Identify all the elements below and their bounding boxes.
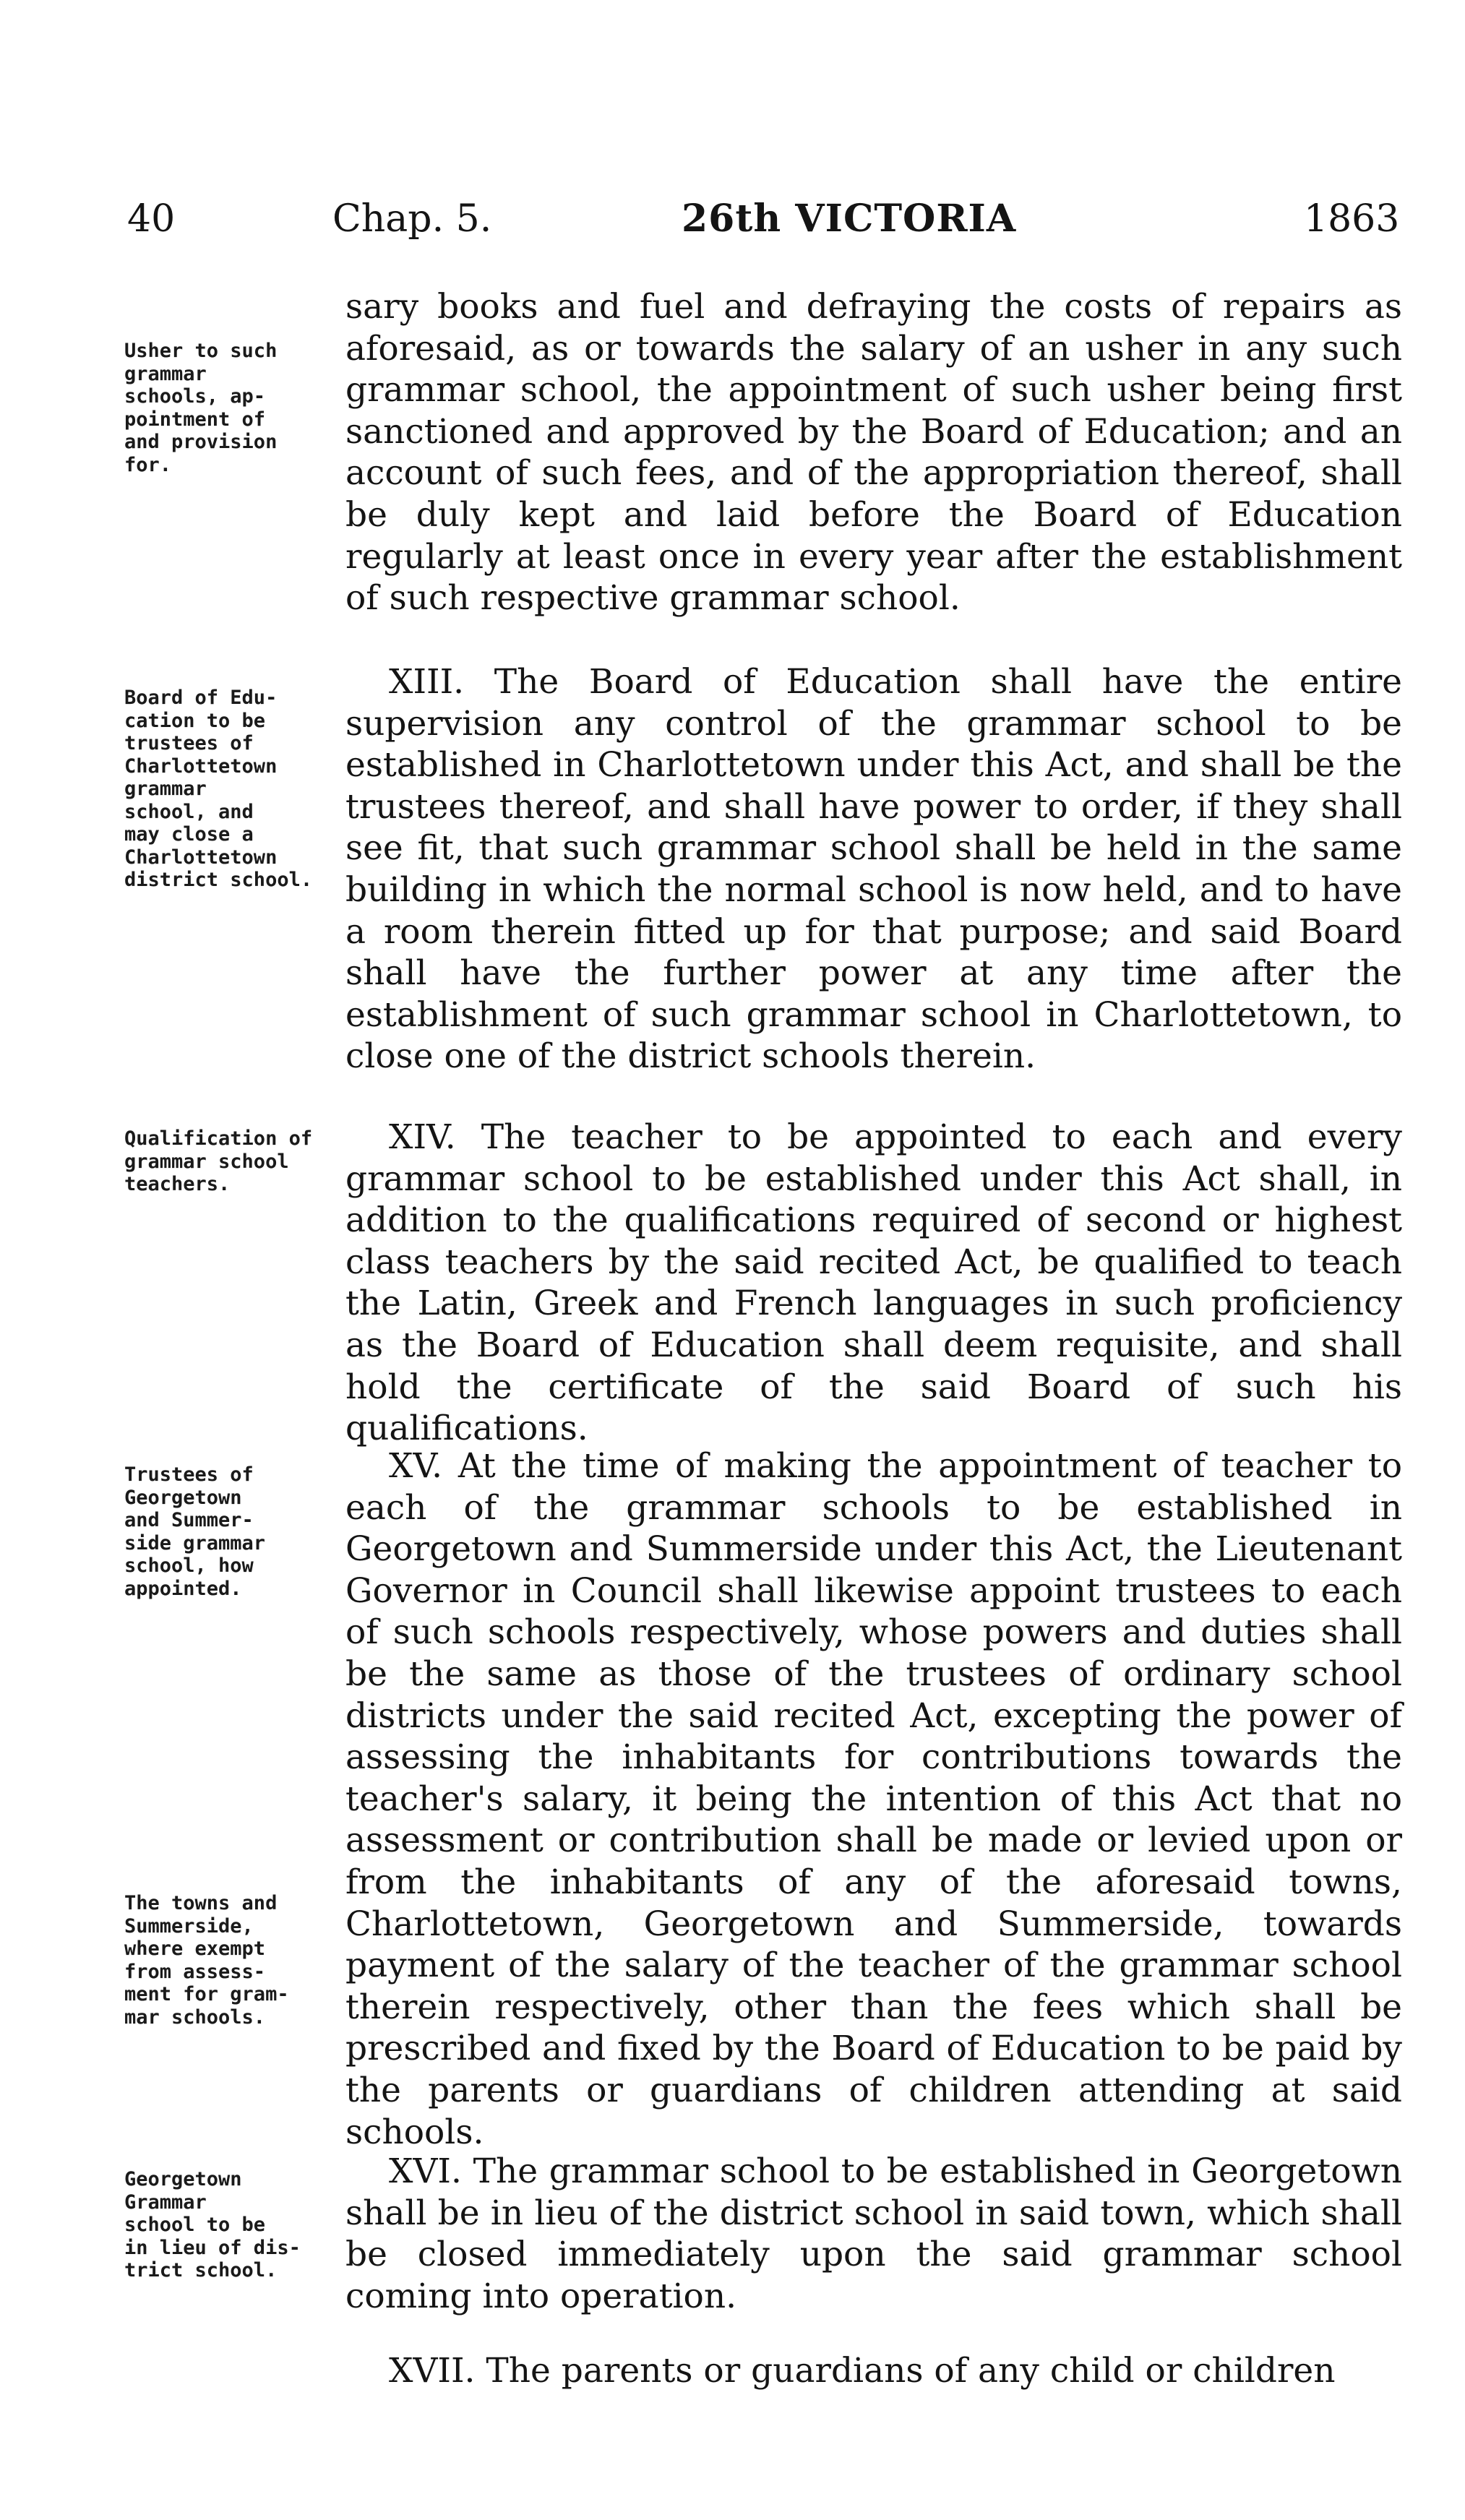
section-body: The teacher to be appointed to each and every grammar school to be established under this Act shall, in addition to the qualifications required of second or highest class teachers by the said recited Act, be qualified to teach the Latin, Greek and French languages in such proficiency as the Board of Education shall deem requisite, and shall hold the certificate of the said Board of such his qualifications. xyxy=(345,1117,1402,1449)
section-number: XIV. xyxy=(389,1117,456,1157)
paragraph-text xyxy=(345,1445,1402,2153)
section-number: XVII. xyxy=(389,2351,476,2391)
section-xvi xyxy=(345,2151,1402,2317)
section-xiii xyxy=(345,661,1402,1078)
margin-note-towns: The towns and Summerside, where exempt from assess- ment for gram- mar schools. xyxy=(124,1892,289,2029)
section-number: XVI. xyxy=(389,2151,462,2191)
page-number: 40 xyxy=(127,197,176,241)
section-body: The parents or guardians of any child or children xyxy=(475,2351,1336,2391)
section-xiv xyxy=(345,1117,1402,1450)
section-number: XIII. xyxy=(389,662,465,702)
paragraph-text xyxy=(345,1117,1402,1450)
margin-note-trustees: Trustees of Georgetown and Summer- side grammar school, how appointed. xyxy=(124,1463,266,1600)
section-xv xyxy=(345,1445,1402,2153)
section-xvii xyxy=(345,2350,1402,2392)
chapter-label: Chap. 5. xyxy=(332,197,492,241)
margin-note-georgetown: Georgetown Grammar school to be in lieu of dis- trict school. xyxy=(124,2168,301,2282)
year-label: 1863 xyxy=(1304,197,1400,241)
margin-note-usher: Usher to such grammar schools, ap- pointment of and provision for. xyxy=(124,340,278,476)
paragraph-text xyxy=(345,661,1402,1078)
margin-note-board: Board of Edu- cation to be trustees of Charlottetown grammar school, and may close a Charlottetown district school. xyxy=(124,687,313,891)
section-body: The grammar school to be established in Georgetown shall be in lieu of the district school in said town, which shall be closed immediately upon the said grammar school coming into operation. xyxy=(345,2151,1402,2316)
paragraph-text xyxy=(345,2350,1402,2392)
running-title: 26th VICTORIA xyxy=(682,197,1017,241)
margin-note-qualification: Qualification of grammar school teachers. xyxy=(124,1127,313,1195)
section-body: The Board of Education shall have the entire supervision any control of the grammar school to be established in Charlottetown under this Act, and shall be the trustees thereof, and shall have power to order, if they shall see fit, that such grammar school shall be held in the same building in which the normal school is now held, and to have a room therein fitted up for that purpose; and said Board shall have the further power at any time after the establishment of such grammar school in Charlottetown, to close one of the district schools therein. xyxy=(345,662,1402,1077)
paragraph-text: sary books and fuel and defraying the costs of repairs as aforesaid, as or towards the salary of an usher in any such grammar school, the appointment of such usher being first sanctioned and approved by the Board of Education; and an account of such fees, and of the appropriation thereof, shall be duly kept and laid before the Board of Education regularly at least once in every year after the establishment of such respective grammar school. xyxy=(345,287,1402,619)
section-number: XV. xyxy=(389,1446,443,1486)
section-body: At the time of making the appointment of teacher to each of the grammar schools to be established in Georgetown and Summerside under this Act, the Lieutenant Governor in Council shall likewise appoint trustees to each of such schools respectively, whose powers and duties shall be the same as those of the trustees of ordinary school districts under the said recited Act, excepting the power of assessing the inhabitants for contributions towards the teacher's salary, it being the intention of this Act that no assessment or contribution shall be made or levied upon or from the inhabitants of any of the aforesaid towns, Charlottetown, Georgetown and Summerside, towards payment of the salary of the teacher of the grammar school therein respectively, other than the fees which shall be prescribed and fixed by the Board of Education to be paid by the parents or guardians of children attending at said schools. xyxy=(345,1446,1402,2152)
paragraph-continuation xyxy=(345,286,1402,619)
paragraph-text xyxy=(345,2151,1402,2317)
